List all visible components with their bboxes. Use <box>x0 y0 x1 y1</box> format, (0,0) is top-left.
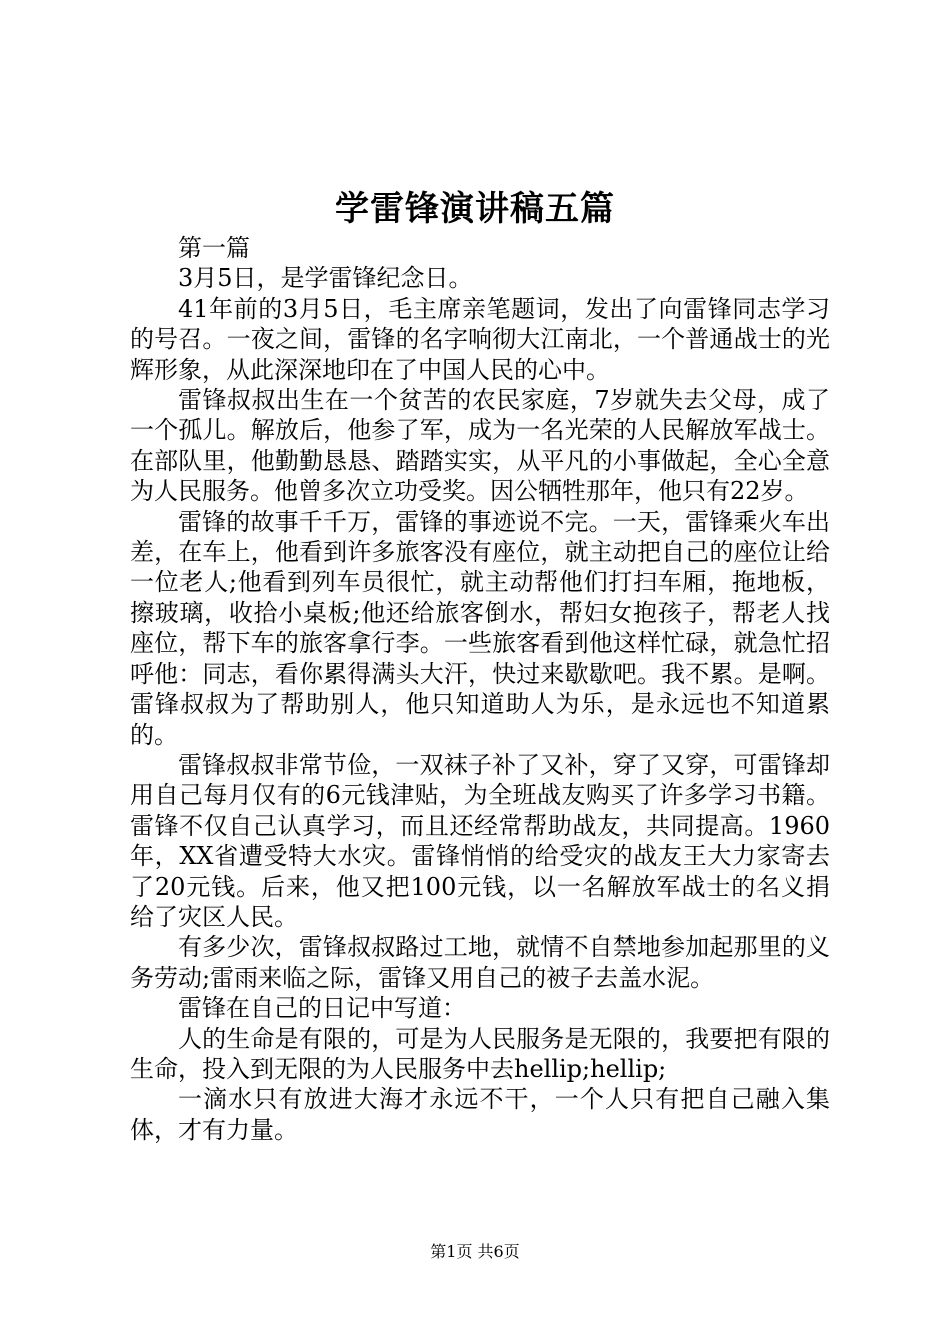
section-heading: 第一篇 <box>178 234 250 262</box>
paragraph: 雷锋在自己的日记中写道： <box>178 994 466 1023</box>
paragraph: 3月5日，是学雷锋纪念日。 <box>178 264 473 293</box>
page-footer: 第1页 共6页 <box>430 1242 520 1261</box>
document-body <box>130 233 830 1145</box>
paragraph: 一滴水只有放进大海才永远不干，一个人只有把自己融入集体，才有力量。 <box>130 1085 830 1144</box>
paragraph: 41年前的3月5日，毛主席亲笔题词，发出了向雷锋同志学习的号召。一夜之间，雷锋的名字响彻大江南北，一个普通战士的光辉形象，从此深深地印在了中国人民的心中。 <box>130 294 830 384</box>
paragraph: 有多少次，雷锋叔叔路过工地，就情不自禁地参加起那里的义务劳动;雷雨来临之际，雷锋又用自己的被子去盖水泥。 <box>130 933 830 992</box>
document-title: 学雷锋演讲稿五篇 <box>335 189 615 229</box>
paragraph: 雷锋叔叔出生在一个贫苦的农民家庭，7岁就失去父母，成了一个孤儿。解放后，他参了军，成为一名光荣的人民解放军战士。在部队里，他勤勤恳恳、踏踏实实，从平凡的小事做起，全心全意为人民服务。他曾多次立功受奖。因公牺牲那年，他只有22岁。 <box>130 386 830 506</box>
paragraph: 人的生命是有限的，可是为人民服务是无限的，我要把有限的生命，投入到无限的为人民服务中去hellip;hellip; <box>130 1024 830 1083</box>
paragraph: 雷锋叔叔非常节俭，一双袜子补了又补，穿了又穿，可雷锋却用自己每月仅有的6元钱津贴，为全班战友购买了许多学习书籍。雷锋不仅自己认真学习，而且还经常帮助战友，共同提高。1960年，XX省遭受特大水灾。雷锋悄悄的给受灾的战友王大力家寄去了20元钱。后来，他又把100元钱，以一名解放军战士的名义捐给了灾区人民。 <box>130 750 830 931</box>
paragraph: 雷锋的故事千千万，雷锋的事迹说不完。一天，雷锋乘火车出差，在车上，他看到许多旅客没有座位，就主动把自己的座位让给一位老人;他看到列车员很忙，就主动帮他们打扫车厢，拖地板，擦玻璃，收拾小桌板;他还给旅客倒水，帮妇女抱孩子，帮老人找座位，帮下车的旅客拿行李。一些旅客看到他这样忙碌，就急忙招呼他：同志，看你累得满头大汗，快过来歇歇吧。我不累。是啊。雷锋叔叔为了帮助别人，他只知道助人为乐，是永远也不知道累的。 <box>130 507 830 749</box>
